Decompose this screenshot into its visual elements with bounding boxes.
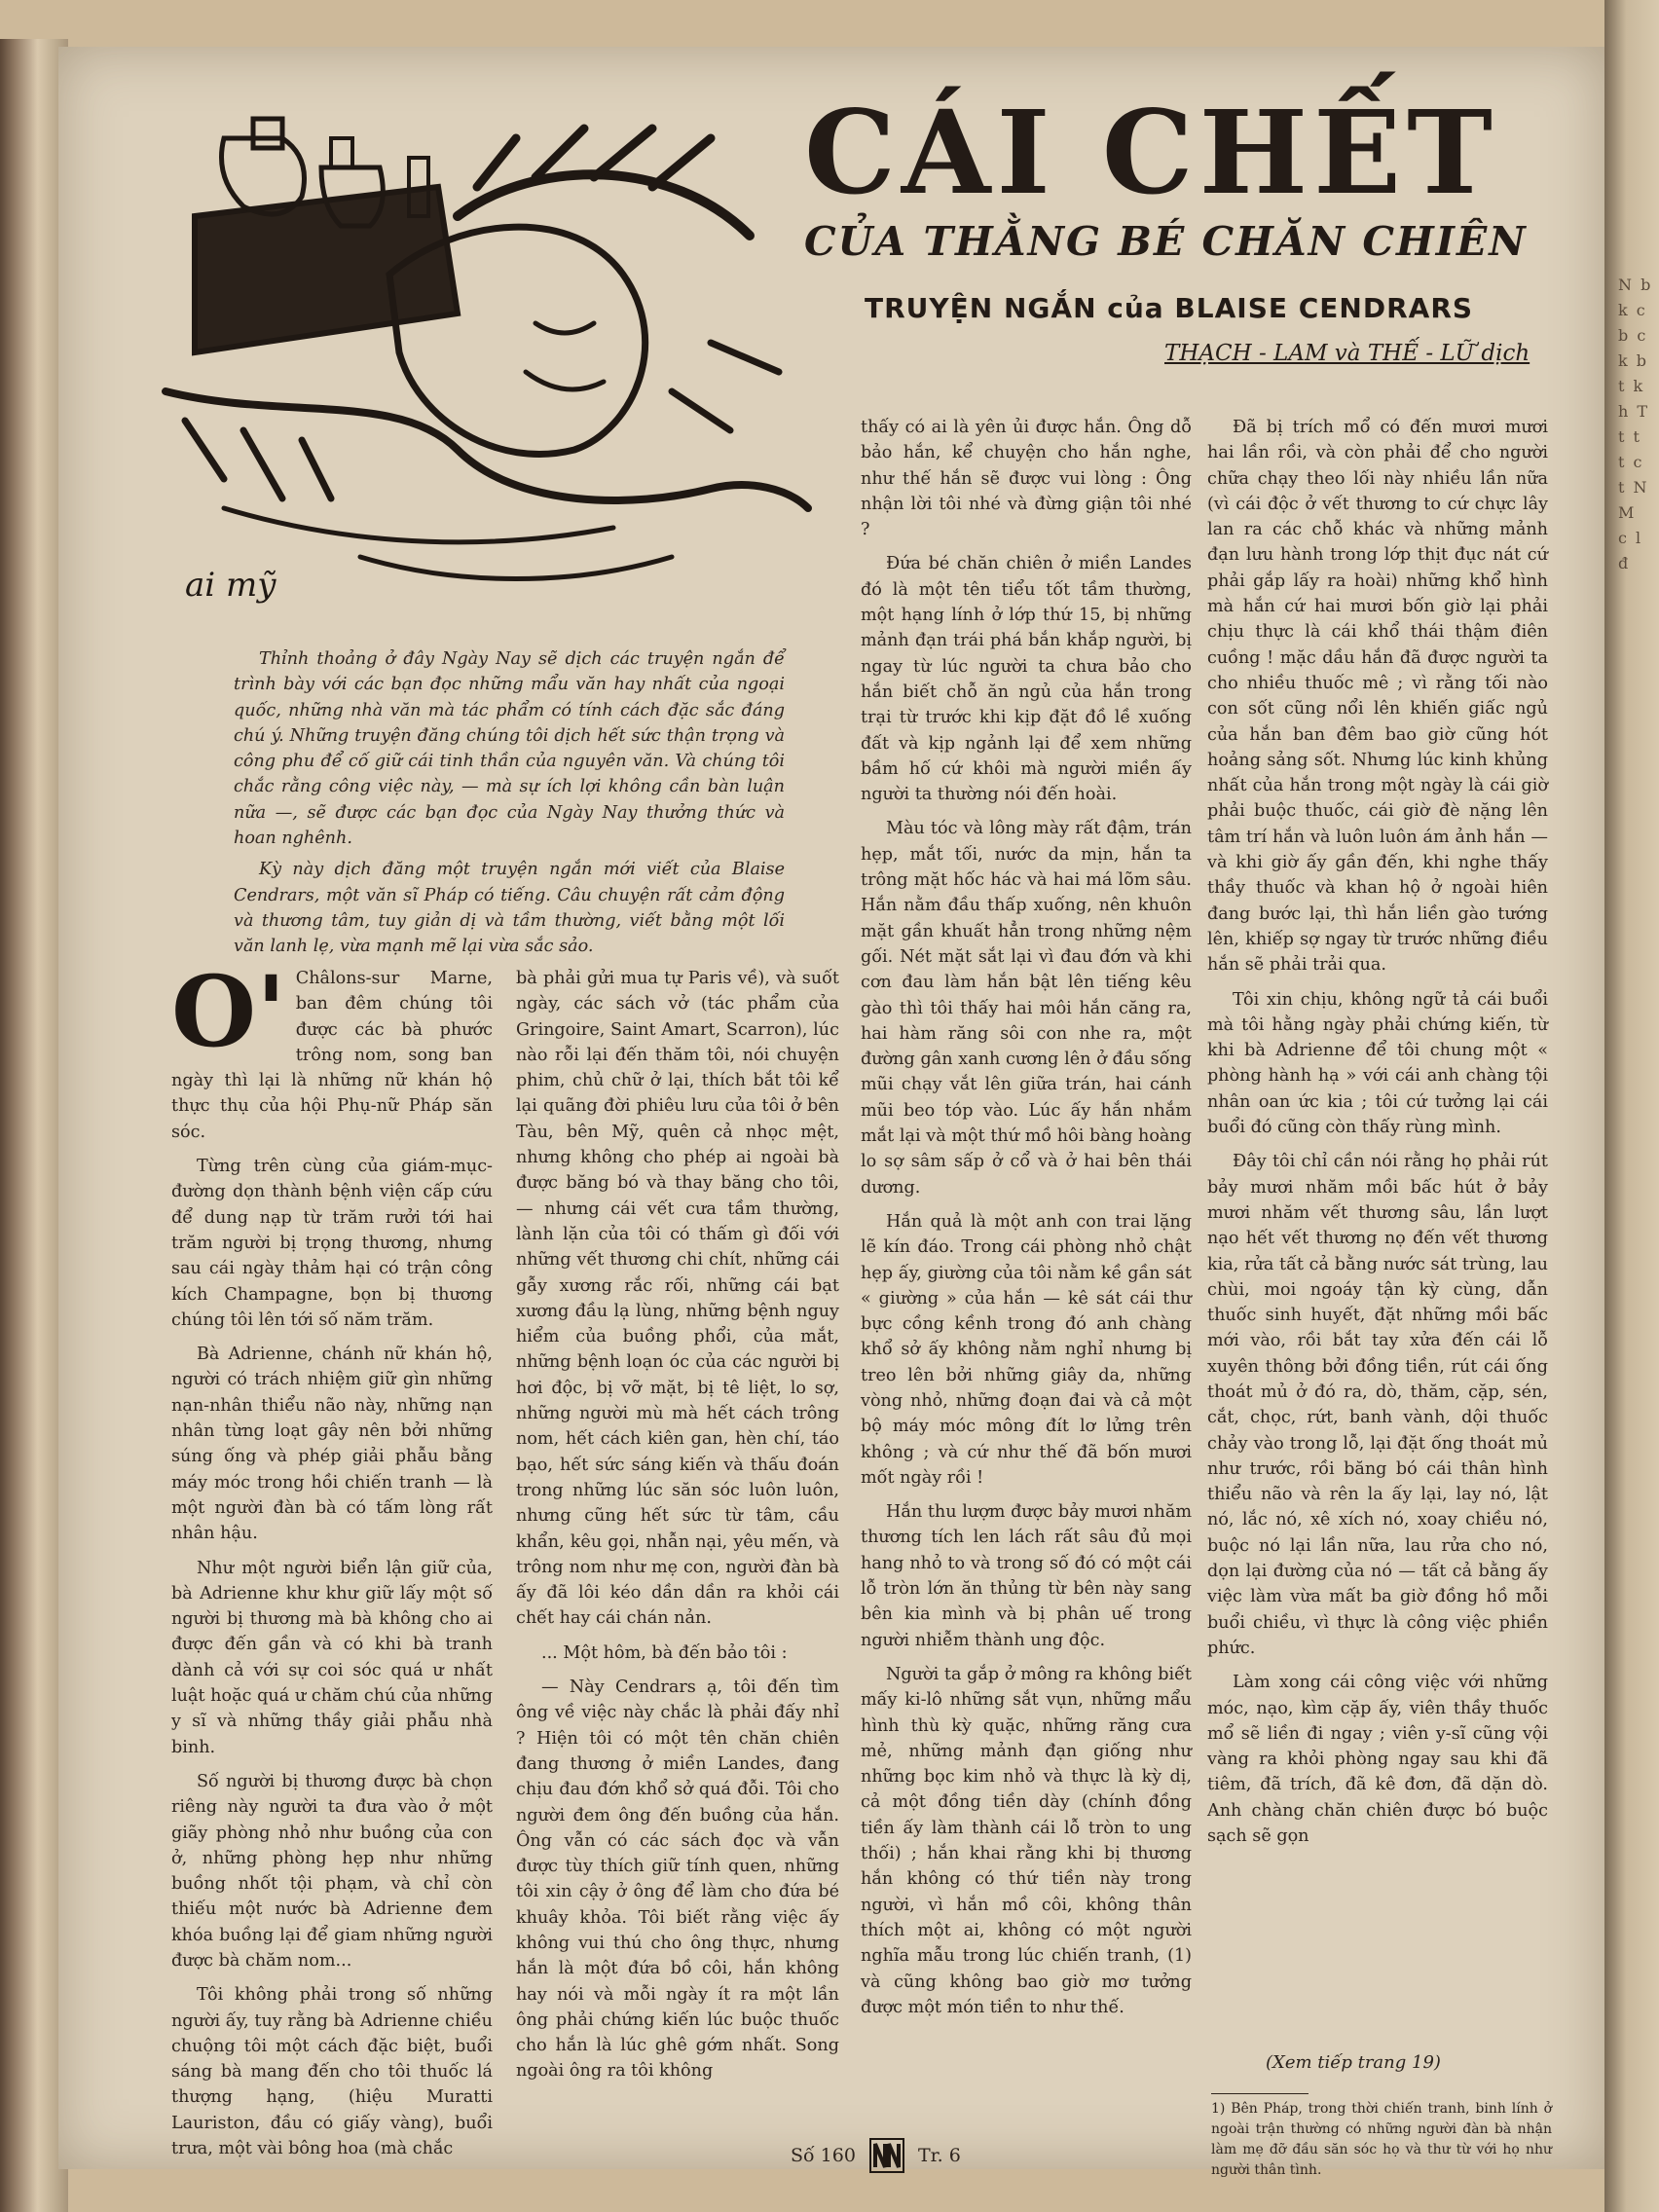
- body-paragraph: Tôi không phải trong số những người ấy, tuy rằng bà Adrienne chiều chuộng tôi một cách đặc biệt, buổi sáng bà mang đến cho tôi thuốc lá thượng hạng, (hiệu Muratti Lauriston, đầu có giấy vàng), buổi trưa, một vài bông hoa (mà chắc: [171, 1985, 493, 2159]
- body-paragraph: Số người bị thương được bà chọn riêng này người ta đưa vào ở một giãy phòng nhỏ như buồng của con ở, những phòng hẹp như những buồng nhốt tội phạm, và chỉ còn thiếu một nước bà Adrienne đem khóa buồng lại để giam những người được bà chăm nom...: [171, 1771, 493, 1971]
- body-paragraph: Từng trên cùng của giám-mục-đường dọn thành bệnh viện cấp cứu để dung nạp từ trăm rưởi tới hai trăm người bị trọng thương, nhưng sau cái ngày thảm hại có trận công kích Champagne, bọn bị thương chúng tôi lên tới số năm trăm.: [171, 1157, 493, 1330]
- text-column-4: [1207, 415, 1548, 2046]
- article-translators: THẠCH - LAM và THẾ - LỮ dịch: [1164, 341, 1530, 366]
- text-column-2: [516, 966, 839, 2082]
- body-paragraph: Hắn thu lượm được bảy mươi nhăm thương tích len lách rất sâu đủ mọi hang nhỏ to và trong số đó có một cái lỗ tròn lớn ăn thủng từ bên này sang bên kia mình và bị phân uế trong người nhiễm thành ung độc.: [861, 1502, 1192, 1650]
- body-paragraph: bà phải gửi mua tự Paris về), và suốt ngày, các sách vở (tác phẩm của Gringoire, Saint Amart, Scarron), lúc nào rỗi lại đến thăm tôi, nói chuyện phim, chủ chữ ở lại, thích bắt tôi kể lại quãng đời phiêu lưu của tôi ở bên Tàu, bên Mỹ, quên cả nhọc mệt, nhưng không cho phép ai ngoài bà được băng bó và thay băng cho tôi, — nhưng cái vết cưa tầm thường, lành lặn của tôi có thấm gì đối với những vết thương chi chít, những cái gẫy xương rắc rối, những cái bạt xương đầu lạ lùng, những bệnh nguy hiểm của buồng phổi, của mắt, những bệnh loạn óc của các người bị hơi độc, bị vỡ mặt, bị tê liệt, lo sợ, những người mù mà hết cách trông nom, hết cách kiên gan, hèn chí, táo bạo, hết sức sáng kiến và thấu đoán trong những lúc săn sóc luôn luôn, nhưng cũng hết sức từ tâm, cầu khẩn, kêu gọi, nhẫn nại, yêu mến, và trông nom như mẹ con, người đàn bà ấy đã lôi kéo dần dần ra khỏi cái chết hay cái chán nản.: [516, 969, 839, 1629]
- page-number: Tr. 6: [917, 2145, 961, 2166]
- body-paragraph: — Này Cendrars ạ, tôi đến tìm ông về việc này chắc là phải đấy nhỉ ? Hiện tôi có một tên chăn chiên đang thương ở miền Landes, đang chịu đau đớn khổ sở quá đỗi. Tôi cho người đem ông đến buồng của hắn. Ông vẫn có các sách đọc và vẫn được tùy thích giữ tính quen, những tôi xin cậy ở ông để làm cho đứa bé khuây khỏa. Tôi biết rằng việc ấy không vui thú cho ông thực, nhưng hắn là một đứa bồ côi, hắn không hay nói và mỗi ngày ít ra một lần ông phải chứng kiến lúc buộc thuốc cho hắn là lúc ghê gớm nhất. Song ngoài ông ra tôi không: [516, 1677, 839, 2082]
- ngay-nay-logo-icon: [869, 2138, 904, 2173]
- body-paragraph: Đứa bé chăn chiên ở miền Landes đó là một tên tiểu tốt tầm thường, một hạng lính ở lớp thứ 15, bị những mảnh đạn trái phá bắn khắp người, bị ngay từ lúc người ta chưa bảo cho hắn biết chỗ ăn ngủ của hắn trong trại từ trước khi kịp đặt đồ lề xuống đất và kịp ngảnh lại để xem những bầm hố cứ khôi mà người miền ấy người ta thường nói đến hoài.: [861, 554, 1192, 805]
- body-paragraph: thấy có ai là yên ủi được hắn. Ông dỗ bảo hắn, kể chuyện cho hắn nghe, như thế hắn sẽ được vui lòng : Ông nhận lời tôi nhé và đừng giận tôi nhé ?: [861, 418, 1192, 540]
- footnote-rule: [1211, 2093, 1309, 2094]
- article-byline: TRUYỆN NGẮN của BLAISE CENDRARS: [865, 292, 1474, 324]
- body-paragraph: Người ta gắp ở mông ra không biết mấy ki-lô những sắt vụn, những mẩu hình thù kỳ quặc, những răng cưa mẻ, những mảnh đạn giống như những bọc kim nhỏ và thực là kỳ dị, cả một đồng tiền dày (chính đồng tiền ấy làm thành cái lỗ tròn to ung thối) ; hắn khai rằng khi bị thương hắn không có thứ tiền này trong người, vì hắn mồ côi, không thân thích một ai, không có một người nghĩa mẫu trong lúc chiến tranh, (1) và cũng không bao giờ mơ tưởng được một món tiền to như thế.: [861, 1664, 1192, 2017]
- illustration-sleeping-boy: [166, 99, 808, 625]
- text-column-3: [861, 415, 1192, 2045]
- page-footer: [791, 2138, 961, 2173]
- body-paragraph: Đã bị trích mổ có đến mươi mươi hai lần rồi, và còn phải để cho người chữa chạy theo lối này nhiều lần nữa (vì cái độc ở vết thương to cứ chực lây lan ra các chỗ khác và những mảnh đạn lưu hành trong lớp thịt đục nát cứ phải gắp lấy ra hoài) những khổ hình mà hắn cứ hai mươi bốn giờ lại phải chịu thực là cái khổ thái thậm điên cuồng ! mặc dầu hắn đã được người ta cho nhiều thuốc mê ; vì rằng tối nào con sốt cũng nổi lên khiến giấc ngủ của hắn ban đêm bao giờ cũng hót hoảng sảng sốt. Nhưng lúc kinh khủng nhất của hắn trong một ngày là cái giờ phải buộc thuốc, cái giờ đè nặng lên tâm trí hắn và luôn luôn ám ảnh hắn — và khi giờ ấy gần đến, khi nghe thấy thầy thuốc và khan hộ ở ngoài hiên đang bước lại, thì hắn liền gào tướng lên, khiếp sợ ngay từ trước những điều hắn sẽ phải trải qua.: [1207, 418, 1548, 976]
- article-subtitle: CỦA THẰNG BÉ CHĂN CHIÊN: [804, 218, 1528, 265]
- footnote: 1) Bên Pháp, trong thời chiến tranh, binh lính ở ngoài trận thường có những người đàn bà nhận làm mẹ đỡ đầu săn sóc họ và thư từ với họ như người thân tình.: [1211, 2101, 1552, 2178]
- illustration-signature: ai mỹ: [185, 566, 276, 605]
- drop-cap: O': [171, 954, 286, 1069]
- body-paragraph: ... Một hôm, bà đến bảo tôi :: [541, 1642, 788, 1663]
- body-paragraph: Như một người biển lận giữ của, bà Adrienne khư khư giữ lấy một số người bị thương mà bà không cho ai được đến gần và có khi bà tranh dành cả với sự coi sóc quá ư nhất luật hoặc quá ư chăm chú của những y sĩ và những thầy giải phẫu nhà binh.: [171, 1558, 493, 1757]
- intro-paragraph: Kỳ này dịch đăng một truyện ngắn mới viết của Blaise Cendrars, một văn sĩ Pháp có tiếng. Câu chuyện rất cảm động và thương tâm, tuy giản dị và tầm thường, viết bằng một lối văn lanh lẹ, vừa mạnh mẽ lại vừa sắc sảo.: [234, 860, 785, 957]
- body-paragraph: Đây tôi chỉ cần nói rằng họ phải rút bảy mươi nhăm mồi bấc hút ở bảy mươi nhăm vết thương sâu, lần lượt nạo hết vết thương nọ đến vết thương kia, rửa tất cả bằng nước sát trùng, lau chùi, moi ngoáy tận kỳ cùng, dẫn thuốc sinh huyết, đặt những mồi bấc mới vào, rồi bắt tay xửa đến cái lỗ xuyên thông bởi đồng tiền, rút cái ống thoát mủ ở đó ra, dò, thăm, cặp, sén, cắt, chọc, rứt, banh vành, dội thuốc chảy vào trong lỗ, lại đặt ống thoát mủ như trước, rồi băng bó cái thân hình thiểu não và rên la ấy lại, lay nó, lật nó, lắc nó, xê xích nó, xoay chiều nó, buộc nó lại lần nữa, lau rửa cho nó, dọn lại đường của nó — tất cả bằng ấy việc làm vừa mất ba giờ đồng hồ mỗi buổi chiều, vì thực là công việc phiền phức.: [1207, 1152, 1548, 1658]
- body-paragraph: Tôi xin chịu, không ngữ tả cái buổi mà tôi hằng ngày phải chứng kiến, từ khi bà Adrienne để tôi chung một « phòng hành hạ » với cái anh chàng tội nhân oan ức kia ; tôi cứ tưởng lại cái buổi đó cũng còn thấy rùng mình.: [1207, 989, 1548, 1138]
- article-title: CÁI CHẾT: [804, 85, 1498, 220]
- body-paragraph: Làm xong cái công việc với những móc, nạo, kìm cặp ấy, viên thầy thuốc mổ sẽ liền đi ngay ; viên y-sĩ cũng vội vàng ra khỏi phòng ngay sau khi đã tiêm, đã trích, đã kê đơn, đã dặn dò. Anh chàng chăn chiên được bó buộc sạch sẽ gọn: [1207, 1673, 1548, 1847]
- body-paragraph: Màu tóc và lông mày rất đậm, trán hẹp, mắt tối, nước da mịn, hắn ta trông mặt hốc hác và hai má lõm sâu. Hắn nằm đầu thấp xuống, nên khuôn mặt gần khuất hẳn trong những nệm gối. Nét mặt sắt lại vì đau đớn và khi cơn đau làm hắn bật lên tiếng kêu gào thì tôi thấy hai môi hắn căng ra, hai hàm răng sôi con nhe ra, một đường gân xanh cương lên ở đầu sống mũi chạy vắt lên giữa trán, hai cánh mũi beo tóp vào. Lúc ấy hắn nhắm mắt lại và một thứ mồ hôi bàng hoàng lo sợ sâm sấp ở cổ và ở hai bên thái dương.: [861, 819, 1192, 1198]
- opening-text: Châlons-sur Marne, ban đêm chúng tôi được các bà phước trông nom, song ban ngày thì lại là những nữ khán hộ thực thụ của hội Phụ-nữ Pháp săn sóc.: [171, 969, 493, 1142]
- body-paragraph: Bà Adrienne, chánh nữ khán hộ, người có trách nhiệm giữ gìn những nạn-nhân thiểu não này, những nạn nhân từng loạt gây nên bởi những súng ống và phép giải phẫu bằng máy móc trong hồi chiến tranh — là một người đàn bà có tấm lòng rất nhân hậu.: [171, 1345, 493, 1544]
- body-paragraph: Hắn quả là một anh con trai lặng lẽ kín đáo. Trong cái phòng nhỏ chật hẹp ấy, giường của tôi nằm kề gần sát « giường » của hắn — kê sát cái thư bực cồng kềnh trong đó anh chàng khổ sở ấy không nằm nghỉ nhưng bị treo lên bởi những giây da, những vòng nhỏ, những đoạn đai và cả một bộ máy móc mông đít lơ lửng trên không ; và cứ như thế đã bốn mươi mốt ngày rồi !: [861, 1211, 1192, 1488]
- intro-paragraph: Thỉnh thoảng ở đây Ngày Nay sẽ dịch các truyện ngắn để trình bày với các bạn đọc những mẩu văn hay nhất của ngoại quốc, những nhà văn mà tác phẩm có tính cách đặc sắc đáng chú ý. Những truyện đăng chúng tôi dịch hết sức thận trọng và công phu để cố giữ cái tinh thần của nguyên văn. Và chúng tôi chắc rằng công việc này, — mà sự ích lợi không cần bàn luận nữa —, sẽ được các bạn đọc của Ngày Nay thưởng thức và hoan nghênh.: [234, 649, 785, 849]
- right-page-fragment: N b k c b c k b t k h T t t t c t N M c l đ: [1618, 276, 1653, 572]
- opening-paragraph: [171, 954, 493, 1145]
- editorial-intro: [234, 646, 785, 966]
- text-column-1: [171, 954, 493, 2159]
- right-page-edge: [1604, 0, 1659, 2212]
- issue-number: Số 160: [791, 2145, 856, 2166]
- continuation-note: (Xem tiếp trang 19): [1266, 2052, 1441, 2073]
